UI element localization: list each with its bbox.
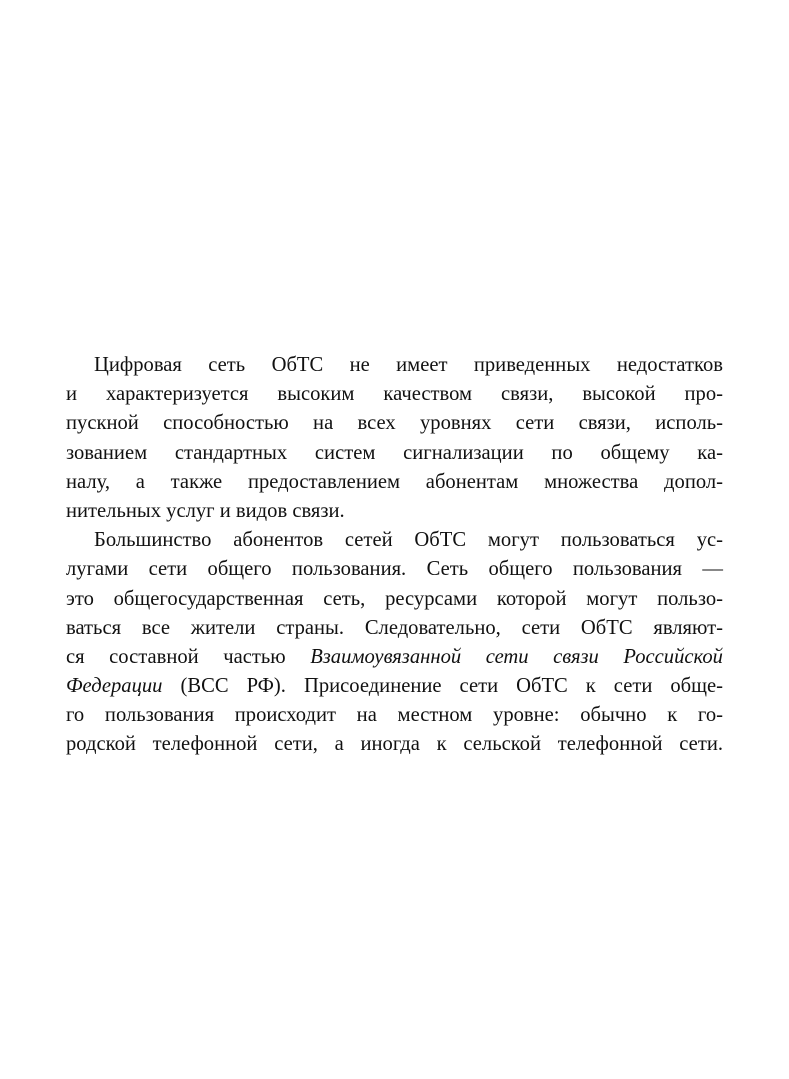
text-line: нительных услуг и видов связи. (66, 499, 345, 522)
text-line: Цифровая сеть ОбТС не имеет приведенных недостатков (94, 354, 723, 376)
paragraph-2 (66, 526, 723, 760)
text-run: (ВСС РФ). Присоединение сети ОбТС к сети обще- (162, 675, 723, 698)
text-line (66, 672, 723, 701)
text-line: лугами сети общего пользования. Сеть общего пользования — (66, 558, 723, 581)
paragraph-1 (66, 351, 723, 526)
text-line (66, 643, 723, 672)
text-line: это общегосударственная сеть, ресурсами которой могут пользо- (66, 587, 723, 610)
text-line: пускной способностью на всех уровнях сети связи, исполь- (66, 412, 723, 435)
text-line: ваться все жители страны. Следовательно, сети ОбТС являют- (66, 616, 723, 639)
text-run: ся составной частью (66, 645, 311, 668)
text-line: и характеризуется высоким качеством связи, высокой про- (66, 383, 723, 406)
text-line: родской телефонной сети, а иногда к сельской телефонной сети. (66, 733, 723, 756)
text-line: го пользования происходит на местном уровне: обычно к го- (66, 704, 723, 727)
text-line: зованием стандартных систем сигнализации по общему ка- (66, 441, 723, 464)
italic-term: Федерации (66, 675, 163, 698)
text-line: налу, а также предоставлением абонентам множества допол- (66, 470, 723, 493)
italic-term: Взаимоувязанной сети связи Российской (310, 645, 723, 668)
text-line: Большинство абонентов сетей ОбТС могут пользоваться ус- (94, 529, 723, 552)
document-body (66, 351, 723, 760)
